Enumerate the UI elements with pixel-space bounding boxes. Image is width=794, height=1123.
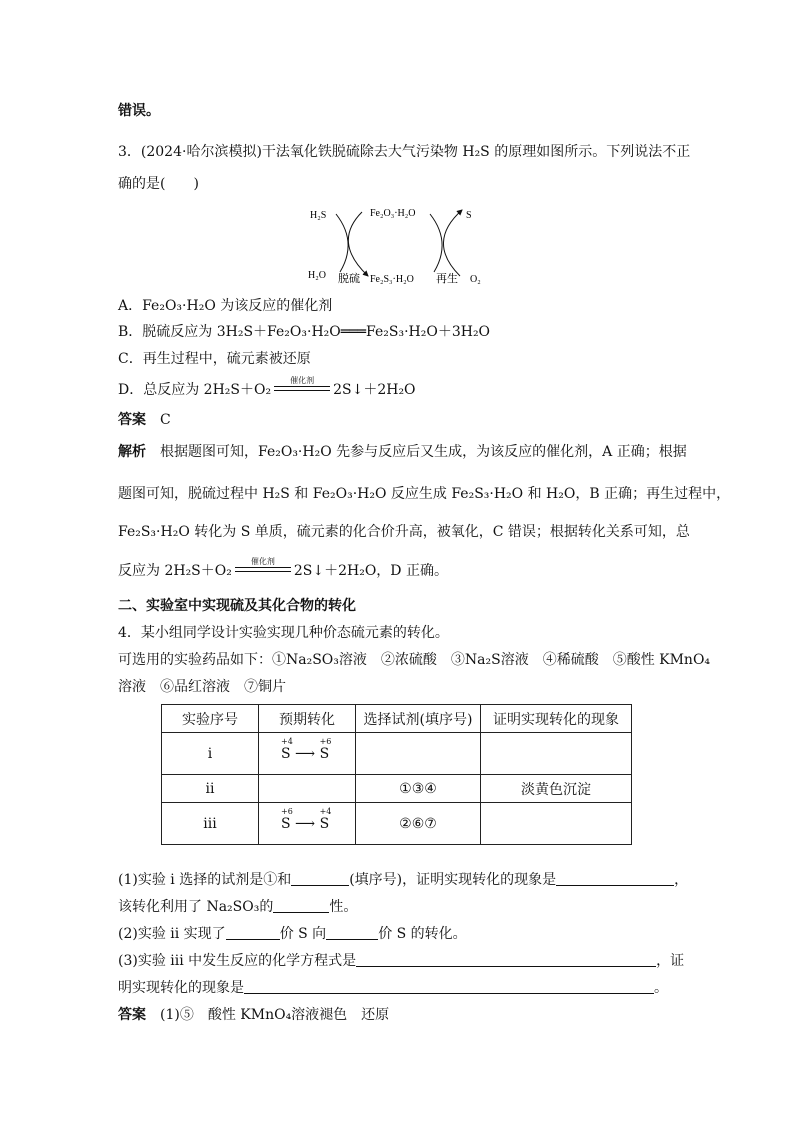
q4-p3-line2-text-a: 明实现转化的现象是 <box>118 980 244 996</box>
table-header-row <box>162 705 632 733</box>
q3-option-c: C．再生过程中，硫元素被还原 <box>118 351 311 367</box>
q4-p1-line2-text-a: 该转化利用了 Na₂SO₃的 <box>118 899 274 915</box>
row-id: i <box>162 733 259 775</box>
q3-answer: C <box>160 412 171 428</box>
blank-5[interactable] <box>326 925 378 940</box>
q3-option-d-right: 2S↓＋2H₂O <box>333 382 416 398</box>
label-fe2o3-h2o: Fe₂O₃·H₂O <box>370 208 416 219</box>
label-zaisheng: 再生 <box>436 272 458 285</box>
to-element: S <box>319 815 330 832</box>
label-s: S <box>466 210 472 221</box>
q3-analysis-text1: 根据题图可知，Fe₂O₃·H₂O 先参与反应后又生成，为该反应的催化剂，A 正确；根据 <box>160 444 687 460</box>
row-reagents: ②⑥⑦ <box>356 803 481 845</box>
q4-p2-text-c: 价 S 的转化。 <box>378 926 467 942</box>
label-fe2s3-h2o: Fe₂S₃·H₂O <box>370 274 414 285</box>
q4-answer-line <box>118 1005 389 1025</box>
blank-7[interactable] <box>244 979 654 994</box>
q3-option-a: A．Fe₂O₃·H₂O 为该反应的催化剂 <box>118 298 333 314</box>
q4-p2-text-b: 价 S 向 <box>279 926 327 942</box>
header-reagents: 选择试剂(填序号) <box>356 705 481 733</box>
q4-p2-text-a: (2)实验 ii 实现了 <box>118 926 226 942</box>
blank-1[interactable] <box>291 871 349 886</box>
from-ox-state: +6 <box>281 806 293 816</box>
q4-p1-text-c: ， <box>674 872 689 888</box>
q4-part3-line2 <box>118 978 668 998</box>
desulfurization-cycle-diagram <box>300 200 500 288</box>
q4-part2 <box>118 924 467 944</box>
from-species <box>281 806 293 832</box>
q3-analysis-line2: 题图可知，脱硫过程中 H₂S 和 Fe₂O₃·H₂O 反应生成 Fe₂S₃·H₂O 和 H₂O，B 正确；再生过程中， <box>118 486 731 502</box>
table-row <box>162 733 632 775</box>
q3-option-d <box>118 376 416 400</box>
row-conversion <box>259 803 356 845</box>
to-species <box>319 736 332 762</box>
row-reagents <box>356 733 481 775</box>
section-2-heading: 二、实验室中实现硫及其化合物的转化 <box>118 598 356 614</box>
row-conversion <box>259 733 356 775</box>
q3-answer-label: 答案 <box>118 412 146 428</box>
q3-option-b: B．脱硫反应为 3H₂S＋Fe₂O₃·H₂O═══Fe₂S₃·H₂O＋3H₂O <box>118 324 491 340</box>
blank-6[interactable] <box>356 952 656 967</box>
q4-stem-line3: 溶液 ⑥品红溶液 ⑦铜片 <box>118 679 286 695</box>
q3-option-d-left: D．总反应为 2H₂S＋O₂ <box>118 382 272 398</box>
label-o2: O₂ <box>470 274 481 285</box>
row-conversion <box>259 775 356 803</box>
q4-part1-line2 <box>118 897 357 917</box>
blank-4[interactable] <box>226 925 280 940</box>
header-conversion: 预期转化 <box>259 705 356 733</box>
to-species <box>319 806 332 832</box>
from-element: S <box>281 815 291 832</box>
to-ox-state: +4 <box>319 806 332 816</box>
q4-p1-text-b: (填序号)，证明实现转化的现象是 <box>349 872 557 888</box>
label-tuoliu: 脱硫 <box>338 272 360 285</box>
from-species <box>281 736 293 762</box>
q3-answer-line <box>118 410 171 430</box>
from-ox-state: +4 <box>281 736 293 746</box>
to-element: S <box>319 745 330 762</box>
row-id: iii <box>162 803 259 845</box>
q3-analysis-text4-right: 2S↓＋2H₂O，D 正确。 <box>293 563 448 579</box>
catalyst-arrow-2 <box>234 557 292 581</box>
curve-right-1 <box>430 214 442 272</box>
q3-analysis-line1 <box>118 442 687 462</box>
top-line: 错误。 <box>118 103 160 119</box>
to-ox-state: +6 <box>319 736 332 746</box>
q4-p1-line2-text-b: 性。 <box>329 899 358 915</box>
q4-p3-line2-text-b: 。 <box>654 980 668 996</box>
label-h2o: H₂O <box>308 270 326 281</box>
q4-part1-line1 <box>118 870 688 890</box>
arrow: ⟶ <box>295 745 316 762</box>
q4-stem-line2: 可选用的实验药品如下：①Na₂SO₃溶液 ②浓硫酸 ③Na₂S溶液 ④稀硫酸 ⑤酸性 KMnO₄ <box>118 652 711 668</box>
blank-2[interactable] <box>556 871 674 886</box>
q4-p3-text-a: (3)实验 iii 中发生反应的化学方程式是 <box>118 953 357 969</box>
q4-p1-text-a: (1)实验 i 选择的试剂是①和 <box>118 872 292 888</box>
table-row <box>162 803 632 845</box>
row-reagents: ①③④ <box>356 775 481 803</box>
q4-p3-text-b: ，证 <box>656 953 685 969</box>
experiment-table <box>161 704 632 845</box>
arrow: ⟶ <box>295 815 316 832</box>
catalyst-label: 催化剂 <box>290 376 315 385</box>
label-h2s: H₂S <box>310 210 327 221</box>
curve-left-1 <box>336 214 348 272</box>
row-phenomenon <box>481 803 632 845</box>
row-phenomenon: 淡黄色沉淀 <box>481 775 632 803</box>
q4-stem-line1: 4．某小组同学设计实验实现几种价态硫元素的转化。 <box>118 625 449 641</box>
q4-answer-label: 答案 <box>118 1007 146 1023</box>
q3-analysis-line4 <box>118 557 448 581</box>
header-phenomenon: 证明实现转化的现象 <box>481 705 632 733</box>
curve-right-2 <box>443 210 462 276</box>
table-row <box>162 775 632 803</box>
q3-analysis-text4-left: 反应为 2H₂S＋O₂ <box>118 563 232 579</box>
row-phenomenon <box>481 733 632 775</box>
blank-3[interactable] <box>273 898 329 913</box>
q3-analysis-label: 解析 <box>118 444 146 460</box>
q3-stem-line2: 确的是( ) <box>118 176 199 192</box>
q4-answer: (1)⑤ 酸性 KMnO₄溶液褪色 还原 <box>160 1007 390 1023</box>
from-element: S <box>281 745 291 762</box>
q3-stem-line1: 3．(2024·哈尔滨模拟)干法氧化铁脱硫除去大气污染物 H₂S 的原理如图所示。下列说法不正 <box>118 144 691 160</box>
header-id: 实验序号 <box>162 705 259 733</box>
catalyst-label-2: 催化剂 <box>250 557 275 566</box>
q4-part3-line1 <box>118 951 684 971</box>
catalyst-arrow <box>273 376 331 400</box>
row-id: ii <box>162 775 259 803</box>
curve-left-2 <box>348 212 368 276</box>
q3-analysis-line3: Fe₂S₃·H₂O 转化为 S 单质，硫元素的化合价升高，被氧化，C 错误；根据转化关系可知，总 <box>118 524 690 540</box>
